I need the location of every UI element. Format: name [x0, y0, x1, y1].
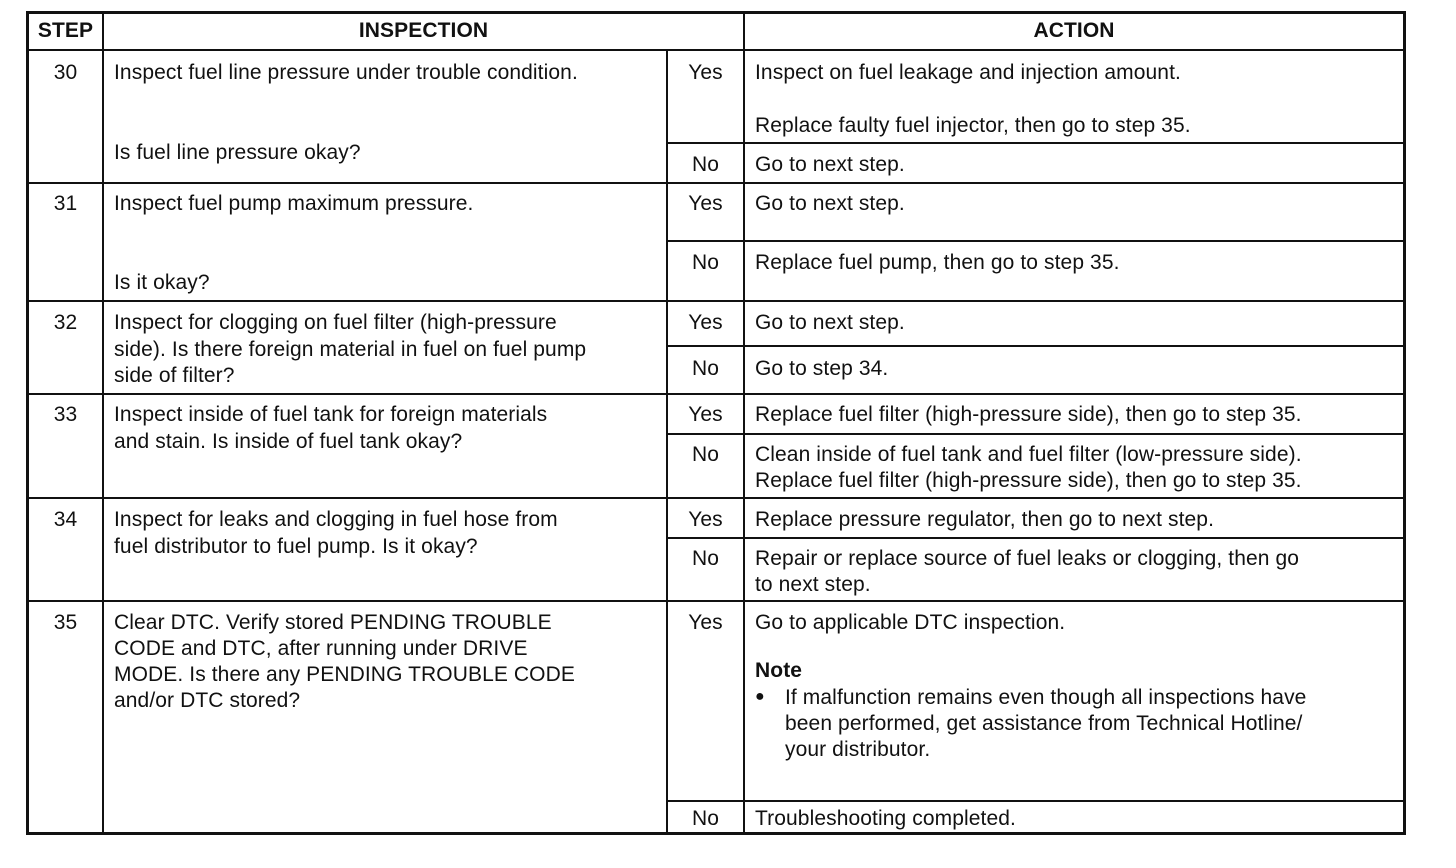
step-number: 35 [53, 611, 78, 634]
yes-action: Replace fuel filter (high-pressure side), then go to step 35. [755, 403, 1302, 426]
column-divider-step [102, 11, 104, 835]
note-title: Note [755, 659, 803, 682]
no-action: Go to step 34. [755, 357, 889, 380]
inspection-text: Inspect fuel line pressure under trouble condition. [114, 61, 578, 84]
no-label: No [691, 807, 720, 830]
header-inspection: INSPECTION [358, 19, 489, 42]
no-action: Replace fuel filter (high-pressure side), then go to step 35. [755, 469, 1302, 492]
inspection-question: Is fuel line pressure okay? [114, 141, 361, 164]
inspection-text: MODE. Is there any PENDING TROUBLE CODE [114, 663, 575, 686]
table-border-top [26, 11, 1406, 14]
yes-no-divider [666, 142, 1406, 144]
no-action: Troubleshooting completed. [755, 807, 1016, 830]
row-divider [26, 182, 1406, 184]
column-divider-action [743, 11, 745, 835]
yes-label: Yes [688, 61, 723, 84]
row-divider [26, 600, 1406, 602]
inspection-text: Inspect for clogging on fuel filter (high-pressure [114, 311, 557, 334]
yes-no-divider [666, 537, 1406, 539]
yes-action: Go to applicable DTC inspection. [755, 611, 1066, 634]
note-text: your distributor. [785, 738, 931, 761]
inspection-question: Is it okay? [114, 271, 210, 294]
inspection-text: Inspect inside of fuel tank for foreign materials [114, 403, 548, 426]
step-number: 32 [53, 311, 78, 334]
yes-label: Yes [688, 508, 723, 531]
no-label: No [691, 153, 720, 176]
inspection-text: side of filter? [114, 364, 235, 387]
no-action: Repair or replace source of fuel leaks or clogging, then go [755, 547, 1300, 570]
yes-action: Go to next step. [755, 192, 905, 215]
yes-no-divider [666, 433, 1406, 435]
step-number: 34 [53, 508, 78, 531]
yes-label: Yes [688, 611, 723, 634]
step-number: 33 [53, 403, 78, 426]
yes-label: Yes [688, 403, 723, 426]
inspection-text: CODE and DTC, after running under DRIVE [114, 637, 528, 660]
note-text: been performed, get assistance from Technical Hotline/ [785, 712, 1303, 735]
table-border-right [1403, 11, 1406, 835]
inspection-text: Inspect for leaks and clogging in fuel hose from [114, 508, 558, 531]
yes-action: Replace pressure regulator, then go to next step. [755, 508, 1215, 531]
inspection-text: Clear DTC. Verify stored PENDING TROUBLE [114, 611, 552, 634]
table-border-bottom [26, 832, 1406, 835]
note-bullet-icon: ● [755, 688, 765, 705]
no-label: No [691, 357, 720, 380]
inspection-text: and/or DTC stored? [114, 689, 301, 712]
yes-label: Yes [688, 192, 723, 215]
no-label: No [691, 547, 720, 570]
no-action: to next step. [755, 573, 871, 596]
row-divider [26, 393, 1406, 395]
yes-label: Yes [688, 311, 723, 334]
row-divider [26, 497, 1406, 499]
yes-no-divider [666, 345, 1406, 347]
no-action: Clean inside of fuel tank and fuel filter (low-pressure side). [755, 443, 1302, 466]
yes-no-divider [666, 800, 1406, 802]
inspection-text: Inspect fuel pump maximum pressure. [114, 192, 474, 215]
inspection-text: side). Is there foreign material in fuel on fuel pump [114, 338, 587, 361]
header-action: ACTION [1033, 19, 1115, 42]
inspection-text: and stain. Is inside of fuel tank okay? [114, 430, 463, 453]
row-divider [26, 49, 1406, 51]
yes-action: Go to next step. [755, 311, 905, 334]
yes-no-divider [666, 240, 1406, 242]
yes-action: Replace faulty fuel injector, then go to step 35. [755, 114, 1191, 137]
no-action: Go to next step. [755, 153, 905, 176]
step-number: 31 [53, 192, 78, 215]
yes-action: Inspect on fuel leakage and injection amount. [755, 61, 1181, 84]
no-label: No [691, 251, 720, 274]
step-number: 30 [53, 61, 78, 84]
no-label: No [691, 443, 720, 466]
header-step: STEP [37, 19, 94, 42]
note-text: If malfunction remains even though all inspections have [785, 686, 1307, 709]
inspection-text: fuel distributor to fuel pump. Is it okay? [114, 535, 478, 558]
row-divider [26, 300, 1406, 302]
no-action: Replace fuel pump, then go to step 35. [755, 251, 1120, 274]
